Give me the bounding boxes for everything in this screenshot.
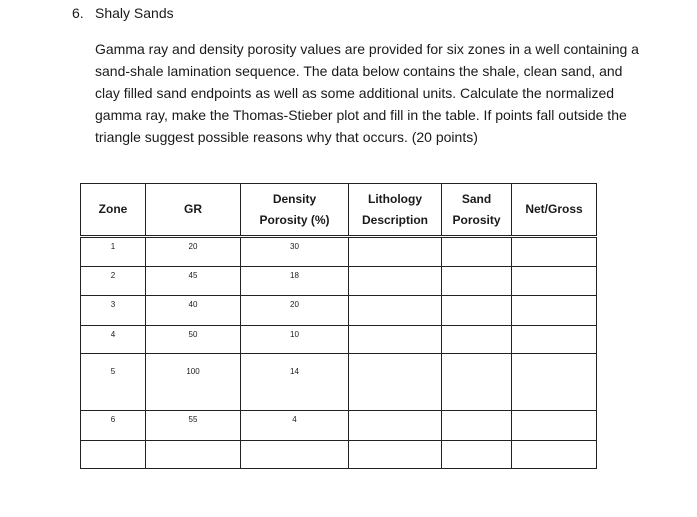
cell-lithology[interactable]: [349, 411, 442, 441]
table-row-empty: [81, 441, 597, 469]
cell-sand-porosity[interactable]: [442, 267, 512, 296]
cell-lithology[interactable]: [349, 296, 442, 326]
cell-density: 4: [241, 411, 349, 441]
header-density-porosity: [241, 184, 349, 237]
cell-net-gross[interactable]: [512, 354, 597, 411]
table-row: [81, 326, 597, 354]
cell-net-gross[interactable]: [512, 411, 597, 441]
cell-sand-porosity[interactable]: [442, 296, 512, 326]
cell-net-gross[interactable]: [512, 296, 597, 326]
table-header-row: [81, 184, 597, 237]
cell-net-gross[interactable]: [512, 267, 597, 296]
header-zone: Zone: [81, 184, 146, 237]
cell-gr: 45: [146, 267, 241, 296]
cell-density: 20: [241, 296, 349, 326]
cell-lithology[interactable]: [349, 326, 442, 354]
cell-gr: 50: [146, 326, 241, 354]
header-net-gross: Net/Gross: [512, 184, 597, 237]
question-heading: [72, 5, 174, 21]
header-lithology-line1: Lithology: [368, 191, 422, 206]
table-row: [81, 354, 597, 411]
cell-net-gross[interactable]: [512, 237, 597, 267]
header-density-line2: Porosity (%): [259, 212, 330, 227]
cell-gr: 20: [146, 237, 241, 267]
cell-lithology[interactable]: [349, 267, 442, 296]
header-density-line1: Density: [272, 191, 317, 206]
shaly-sand-table: [80, 183, 597, 469]
table-row: [81, 411, 597, 441]
cell-zone: 5: [81, 354, 146, 411]
cell-zone: 3: [81, 296, 146, 326]
header-lithology-line2: Description: [361, 212, 428, 227]
cell-zone: 6: [81, 411, 146, 441]
question-paragraph: [95, 38, 685, 148]
cell-density: 18: [241, 267, 349, 296]
cell-empty[interactable]: [442, 441, 512, 469]
cell-density: 14: [241, 354, 349, 411]
cell-empty[interactable]: [349, 441, 442, 469]
header-sand-line1: Sand: [461, 191, 492, 206]
cell-zone: 1: [81, 237, 146, 267]
paragraph-line: Gamma ray and density porosity values are provided for six zones in a well containing a: [95, 41, 639, 57]
cell-sand-porosity[interactable]: [442, 411, 512, 441]
cell-lithology[interactable]: [349, 237, 442, 267]
cell-gr: 100: [146, 354, 241, 411]
cell-sand-porosity[interactable]: [442, 237, 512, 267]
cell-density: 10: [241, 326, 349, 354]
table-row: [81, 267, 597, 296]
table-row: [81, 296, 597, 326]
cell-empty[interactable]: [146, 441, 241, 469]
header-sand-line2: Porosity: [452, 212, 501, 227]
cell-gr: 55: [146, 411, 241, 441]
paragraph-line: gamma ray, make the Thomas-Stieber plot and fill in the table. If points fall outside the: [95, 107, 627, 123]
header-sand-porosity: [442, 184, 512, 237]
cell-lithology[interactable]: [349, 354, 442, 411]
paragraph-line: triangle suggest possible reasons why that occurs. (20 points): [95, 129, 478, 145]
question-title: Shaly Sands: [95, 5, 174, 21]
header-lithology: [349, 184, 442, 237]
paragraph-line: sand-shale lamination sequence. The data below contains the shale, clean sand, and: [95, 63, 623, 79]
cell-gr: 40: [146, 296, 241, 326]
table-row: [81, 237, 597, 267]
cell-empty[interactable]: [512, 441, 597, 469]
cell-zone: 2: [81, 267, 146, 296]
paragraph-line: clay filled sand endpoints as well as some additional units. Calculate the normalized: [95, 85, 615, 101]
question-number: 6.: [72, 5, 84, 21]
cell-empty[interactable]: [81, 441, 146, 469]
header-gr: GR: [146, 184, 241, 237]
cell-net-gross[interactable]: [512, 326, 597, 354]
cell-sand-porosity[interactable]: [442, 326, 512, 354]
cell-empty[interactable]: [241, 441, 349, 469]
cell-sand-porosity[interactable]: [442, 354, 512, 411]
cell-density: 30: [241, 237, 349, 267]
cell-zone: 4: [81, 326, 146, 354]
